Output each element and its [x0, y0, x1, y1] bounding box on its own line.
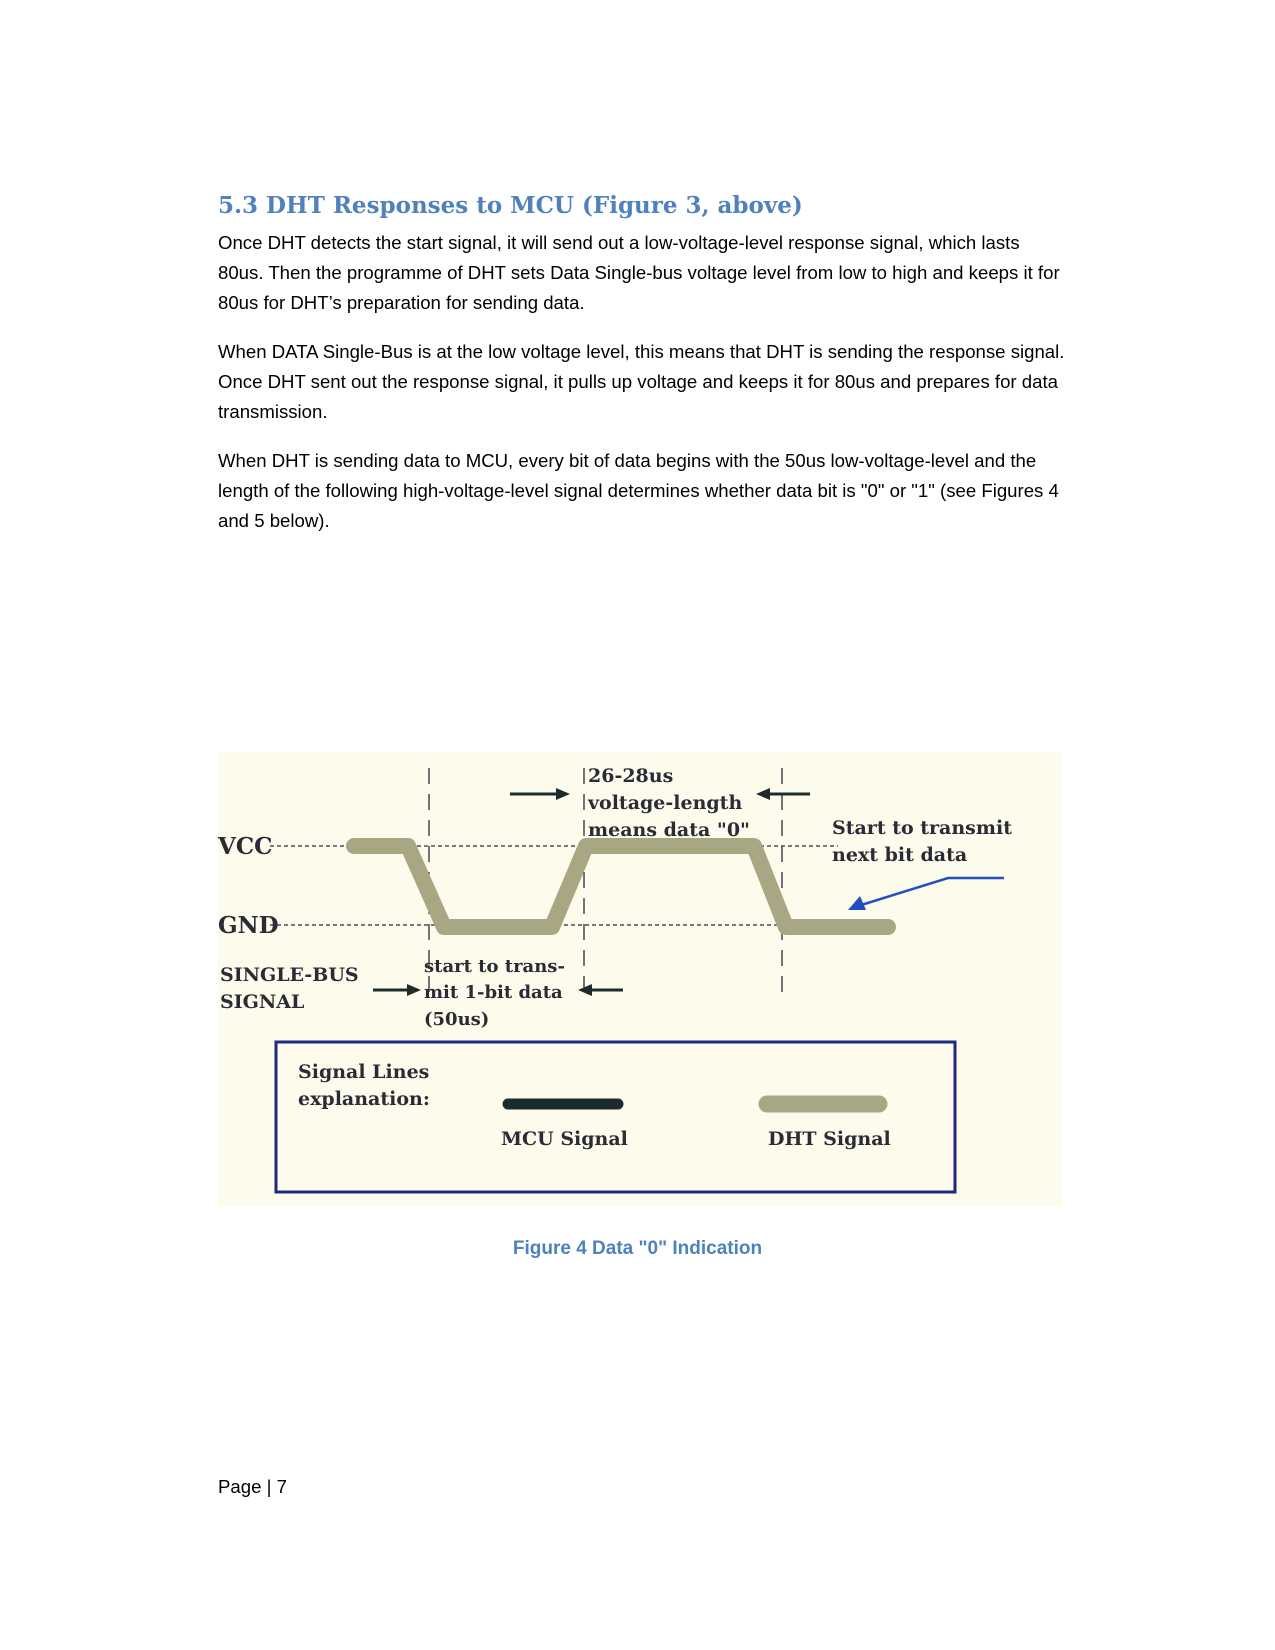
gnd-label: GND	[218, 912, 279, 939]
high-duration-label-line-3: means data "0"	[588, 819, 750, 841]
timing-diagram-figure	[218, 752, 1062, 1206]
dht-signal-label: DHT Signal	[768, 1128, 891, 1150]
start-bit-label-line-1: start to trans-	[424, 956, 565, 977]
legend-title-line-2: explanation:	[298, 1088, 430, 1110]
next-bit-label-line-1: Start to transmit	[832, 817, 1012, 839]
start-bit-label-line-2: mit 1-bit data	[424, 982, 563, 1003]
vcc-label: VCC	[218, 833, 273, 860]
section-heading: 5.3 DHT Responses to MCU (Figure 3, above)	[218, 192, 803, 219]
mcu-signal-label: MCU Signal	[501, 1128, 628, 1150]
paragraph-response-signal: Once DHT detects the start signal, it will send out a low-voltage-level response signal, which lasts 80us. Then the programme of DHT sets Data Single-bus voltage level from low to high and keeps it for 80us for DHT’s preparation for sending data.	[218, 232, 1060, 313]
start-bit-label-line-3: (50us)	[424, 1009, 490, 1030]
single-bus-label-line-2: SIGNAL	[220, 991, 305, 1013]
next-bit-label-line-2: next bit data	[832, 844, 968, 866]
paragraph-low-voltage: When DATA Single-Bus is at the low voltage level, this means that DHT is sending the response signal. Once DHT sent out the response signal, it pulls up voltage and keeps it for 80us and prepares for data transmission.	[218, 341, 1065, 422]
page-number-footer: Page | 7	[218, 1476, 287, 1497]
single-bus-label-line-1: SINGLE-BUS	[220, 964, 359, 986]
paragraph-data-bits: When DHT is sending data to MCU, every bit of data begins with the 50us low-voltage-level and the length of the following high-voltage-level signal determines whether data bit is "0" or "1" (see Figures 4 and 5 below).	[218, 450, 1059, 531]
high-duration-label-line-2: voltage-length	[588, 792, 743, 814]
legend-title-line-1: Signal Lines	[298, 1061, 430, 1083]
figure-caption: Figure 4 Data "0" Indication	[512, 1238, 763, 1259]
high-duration-label-line-1: 26-28us	[588, 765, 674, 787]
